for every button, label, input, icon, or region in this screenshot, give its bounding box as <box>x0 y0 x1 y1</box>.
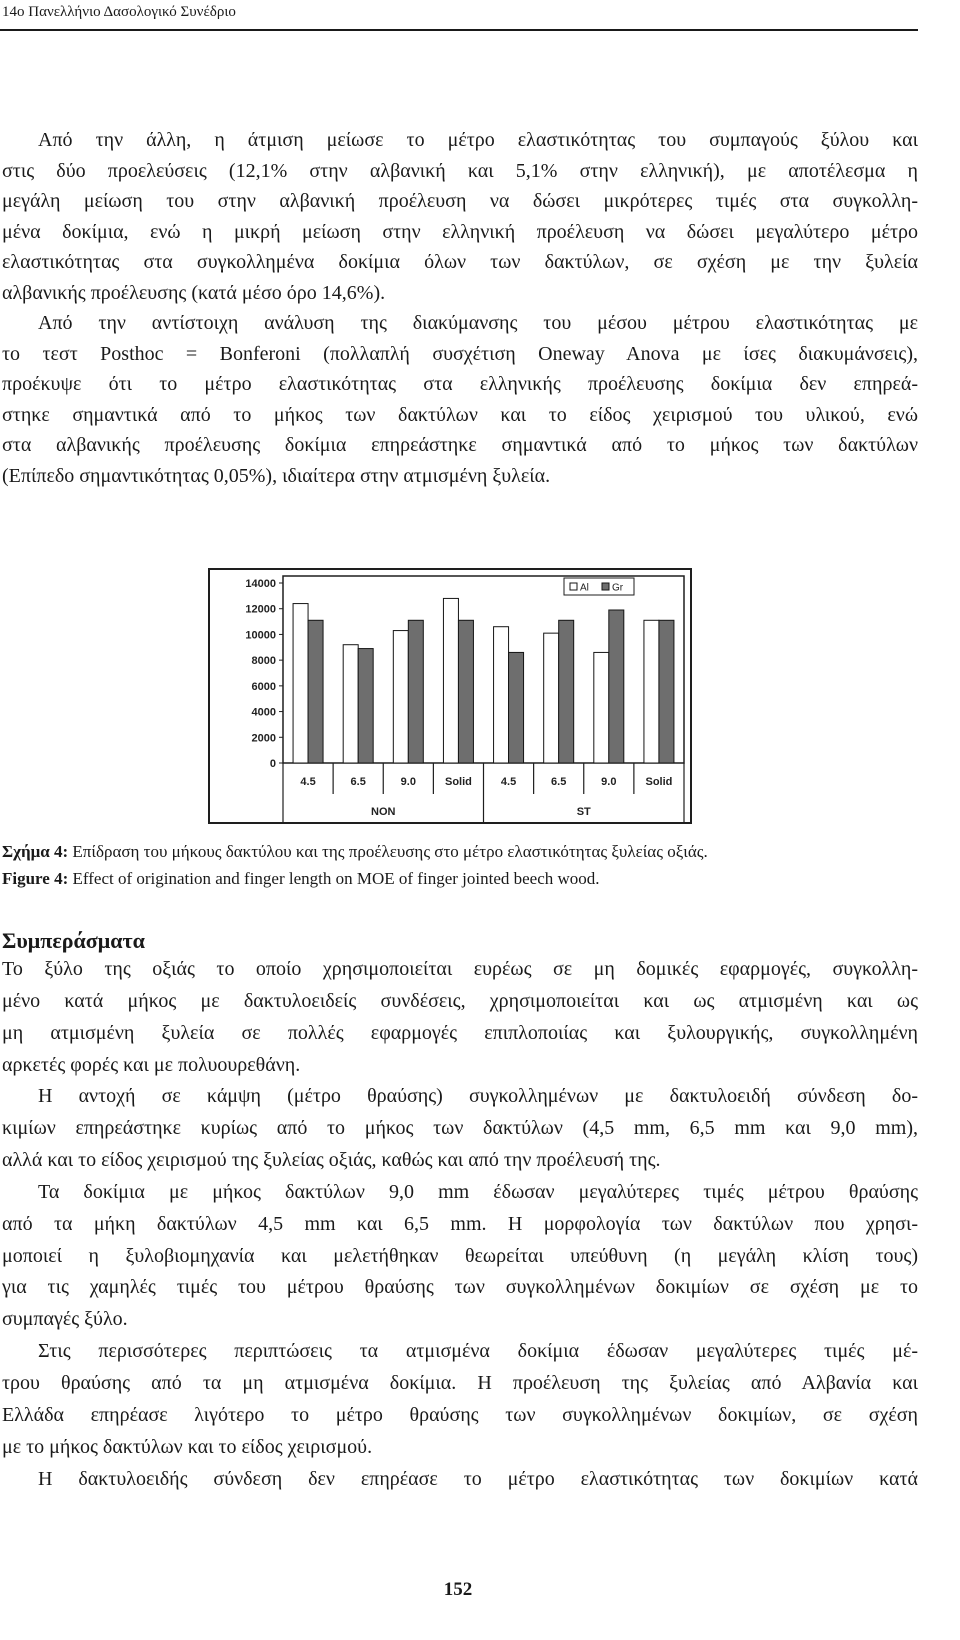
y-tick-label: 8000 <box>251 655 276 668</box>
x-tick-label: 4.5 <box>300 776 316 788</box>
section-heading: Συμπεράσματα <box>2 928 145 953</box>
bar-al <box>644 620 659 763</box>
text-line: αλβανικής προέλευσης (κατά μέσο όρο 14,6%). <box>2 281 386 304</box>
page-number: 152 <box>443 1579 473 1600</box>
text-line: συμπαγές ξύλο. <box>2 1308 128 1331</box>
body-text-conclusions <box>2 954 918 1495</box>
bar-al <box>343 645 358 763</box>
caption-greek <box>2 838 918 865</box>
legend-label: Al <box>580 582 589 594</box>
text-line: από τα μήκη δακτύλων 4,5 mm και 6,5 mm. Η μορφολογία των δακτύλων που χρησι- <box>2 1212 918 1235</box>
text-line: (Επίπεδο σημαντικότητας 0,05%), ιδιαίτερα στην ατμισμένη ξυλεία. <box>2 464 551 487</box>
header-rule <box>0 29 918 31</box>
running-title: 14ο Πανελλήνιο Δασολογικό Συνέδριο <box>2 4 236 20</box>
text-line: μοποιεί η ξυλοβιομηχανία και μελετήθηκαν θεωρείται υπεύθυνη (η μεγάλη κλίση τους) <box>2 1244 918 1267</box>
x-tick-label: 6.5 <box>350 776 366 788</box>
text-line: το τεστ Posthoc = Bonferoni (πολλαπλή συσχέτιση Oneway Anova με ίσες διακυμάνσεις), <box>2 342 918 365</box>
paragraph <box>2 125 918 308</box>
y-tick-label: 12000 <box>245 603 276 616</box>
x-tick-label: 4.5 <box>500 776 517 788</box>
paragraph <box>2 1464 918 1496</box>
legend-swatch-gr <box>602 583 609 590</box>
text-line: κιμίων επηρεάστηκε κυρίως από το μήκος των δακτύλων (4,5 mm, 6,5 mm και 9,0 mm), <box>2 1117 918 1140</box>
x-group-label: NON <box>371 806 396 818</box>
x-tick-label: 9.0 <box>601 776 617 788</box>
x-tick-label: Solid <box>645 776 673 788</box>
text-line: Η αντοχή σε κάμψη (μέτρο θραύσης) συγκολλημένων με δακτυλοειδή σύνδεση δο- <box>38 1085 918 1108</box>
bar-gr <box>659 620 674 763</box>
text-line: Στις περισσότερες περιπτώσεις τα ατμισμένα δοκίμια έδωσαν μεγαλύτερες τιμές μέ- <box>38 1340 918 1363</box>
x-tick-label: Solid <box>444 776 472 788</box>
caption-label: Figure 4: <box>2 869 69 888</box>
bar-al <box>544 633 559 763</box>
paragraph <box>2 1336 918 1463</box>
x-tick-label: 9.0 <box>400 776 416 788</box>
legend-label: Gr <box>612 582 624 594</box>
y-tick-label: 4000 <box>251 706 276 719</box>
paragraph <box>2 1081 918 1177</box>
bar-al <box>393 631 408 763</box>
bar-gr <box>308 620 323 763</box>
bar-gr <box>458 620 473 763</box>
text-line: Το ξύλο της οξιάς το οποίο χρησιμοποιείται ευρέως σε μη δομικές εφαρμογές, συγκολλη- <box>2 958 918 980</box>
paragraph <box>2 954 918 1081</box>
legend-swatch-al <box>570 583 577 590</box>
bar-gr <box>509 652 524 763</box>
text-line: μένα δοκίμια, ενώ η μικρή μείωση στην ελληνική προέλευση να δώσει μεγαλύτερο μέτρο <box>2 220 918 243</box>
text-line: με το μήκος δακτύλων και το είδος χειρισμού. <box>2 1435 373 1458</box>
bar-gr <box>408 620 423 763</box>
text-line: στα αλβανικής προέλευσης δοκίμια επηρεάστηκε σημαντικά από το μήκος των δακτύλων <box>2 434 918 456</box>
bar-chart <box>208 568 692 824</box>
bar-gr <box>609 610 624 763</box>
figure-caption <box>2 838 918 892</box>
y-tick-label: 2000 <box>251 732 276 745</box>
text-line: Ελλάδα επηρέασε λιγότερο το μέτρο θραύσης των συγκολλημένων δοκιμίων, σε σχέση <box>2 1403 918 1426</box>
bar-al <box>494 627 509 763</box>
text-line: στις δύο προελεύσεις (12,1% στην αλβανική και 5,1% στην ελληνική), με αποτέλεσμα η <box>2 159 918 182</box>
text-line: ελαστικότητας στα συγκολλημένα δοκίμια όλων των δακτύλων, σε σχέση με την ξυλεία <box>2 251 918 273</box>
caption-text: Επίδραση του μήκους δακτύλου και της προέλευσης στο μέτρο ελαστικότητας ξυλείας οξιάς. <box>72 842 708 861</box>
text-line: Τα δοκίμια με μήκος δακτύλων 9,0 mm έδωσαν μεγαλύτερες τιμές μέτρου θραύσης <box>38 1180 918 1203</box>
text-line: αλλά και το είδος χειρισμού της ξυλείας οξιάς, καθώς και από την προέλευσή της. <box>2 1149 661 1172</box>
text-line: Η δακτυλοειδής σύνδεση δεν επηρέασε το μέτρο ελαστικότητας των δοκιμίων κατά <box>38 1467 918 1490</box>
text-line: αρκετές φορές και με πολυουρεθάνη. <box>2 1053 301 1076</box>
paragraph <box>2 308 918 491</box>
y-tick-label: 6000 <box>251 680 276 693</box>
text-line: τρου θραύσης από τα μη ατμισμένα δοκίμια. Η προέλευση της ξυλείας από Αλβανία και <box>2 1371 918 1394</box>
x-tick-label: 6.5 <box>551 776 567 788</box>
text-line: στηκε σημαντικά από το μήκος των δακτύλων και το είδος χειρισμού του υλικού, ενώ <box>2 403 918 426</box>
x-group-label: ST <box>576 806 591 818</box>
text-line: μη ατμισμένη ξυλεία σε πολλές εφαρμογές επιπλοποιίας και ξυλουργικής, συγκολλημένη <box>2 1021 918 1044</box>
y-tick-label: 10000 <box>245 629 276 642</box>
figure-4-chart <box>208 568 692 824</box>
caption-label: Σχήμα 4: <box>2 842 69 861</box>
bar-al <box>443 598 458 763</box>
text-line: μένο κατά μήκος με δακτυλοειδείς συνδέσεις, χρησιμοποιείται και ως ατμισμένη και ως <box>2 989 918 1012</box>
bar-al <box>293 604 308 763</box>
y-tick-label: 14000 <box>245 578 276 590</box>
bar-al <box>594 652 609 763</box>
caption-english <box>2 865 918 892</box>
bar-gr <box>358 649 373 763</box>
text-line: Από την άλλη, η άτμιση μείωσε το μέτρο ελαστικότητας του συμπαγούς ξύλου και <box>38 129 918 151</box>
y-tick-label: 0 <box>269 758 276 770</box>
body-text-top <box>2 125 918 491</box>
text-line: Από την αντίστοιχη ανάλυση της διακύμανσης του μέσου μέτρου ελαστικότητας με <box>38 312 918 334</box>
bar-gr <box>559 620 574 763</box>
caption-text: Effect of origination and finger length on MOE of finger jointed beech wood. <box>72 869 600 888</box>
paragraph <box>2 1177 918 1336</box>
text-line: για τις χαμηλές τιμές του μέτρου θραύσης των συγκολλημένων δοκιμίων σε σχέση με το <box>2 1276 918 1299</box>
text-line: μεγάλη μείωση του στην αλβανική προέλευση να δώσει μικρότερες τιμές στα συγκολλη- <box>2 190 918 212</box>
text-line: προέκυψε ότι το μέτρο ελαστικότητας στα ελληνικής προέλευσης δοκίμια δεν επηρεά- <box>2 373 918 395</box>
